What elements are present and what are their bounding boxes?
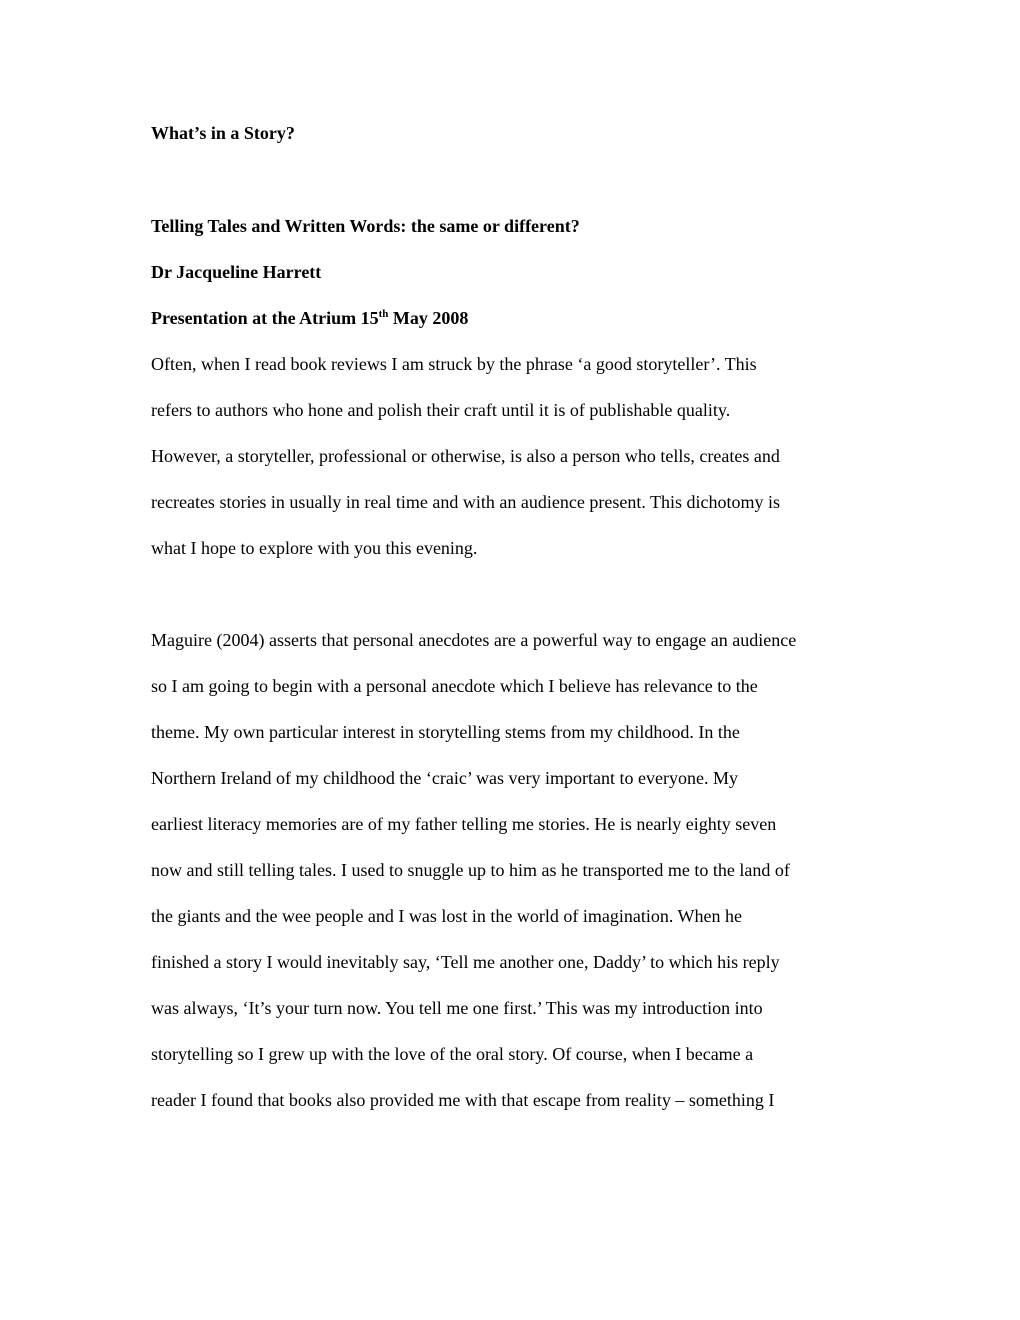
paragraph-line: theme. My own particular interest in storytelling stems from my childhood. In the (151, 722, 740, 742)
presentation-prefix: Presentation at the Atrium 15 (151, 308, 379, 328)
paragraph-line: Northern Ireland of my childhood the ‘craic’ was very important to everyone. My (151, 768, 738, 788)
paragraph-line: now and still telling tales. I used to snuggle up to him as he transported me to the land of (151, 860, 790, 880)
paragraph-line: the giants and the wee people and I was lost in the world of imagination. When he (151, 906, 743, 926)
paragraph-line: what I hope to explore with you this evening. (151, 538, 478, 558)
paragraph-line: Often, when I read book reviews I am struck by the phrase ‘a good storyteller’. This (151, 354, 757, 374)
paragraph-line: However, a storyteller, professional or otherwise, is also a person who tells, creates and (151, 446, 780, 466)
paragraph-line: recreates stories in usually in real time and with an audience present. This dichotomy is (151, 492, 780, 512)
presentation-suffix: May 2008 (388, 308, 469, 328)
paragraph-line: was always, ‘It’s your turn now. You tell me one first.’ This was my introduction into (151, 998, 763, 1018)
paragraph-line: finished a story I would inevitably say, ‘Tell me another one, Daddy’ to which his reply (151, 952, 780, 972)
document-title: What’s in a Story? (151, 123, 295, 143)
paragraph-line: reader I found that books also provided me with that escape from reality – something I (151, 1090, 775, 1110)
document-subtitle: Telling Tales and Written Words: the same or different? (151, 216, 580, 236)
paragraph-line: refers to authors who hone and polish their craft until it is of publishable quality. (151, 400, 731, 420)
paragraph-line: storytelling so I grew up with the love of the oral story. Of course, when I became a (151, 1044, 754, 1064)
author-name: Dr Jacqueline Harrett (151, 262, 322, 282)
paragraph-line: earliest literacy memories are of my father telling me stories. He is nearly eighty seven (151, 814, 777, 834)
presentation-line (151, 307, 468, 329)
paragraph-line: so I am going to begin with a personal anecdote which I believe has relevance to the (151, 676, 758, 696)
ordinal-suffix: th (378, 308, 389, 320)
paragraph-line: Maguire (2004) asserts that personal anecdotes are a powerful way to engage an audience (151, 630, 797, 650)
